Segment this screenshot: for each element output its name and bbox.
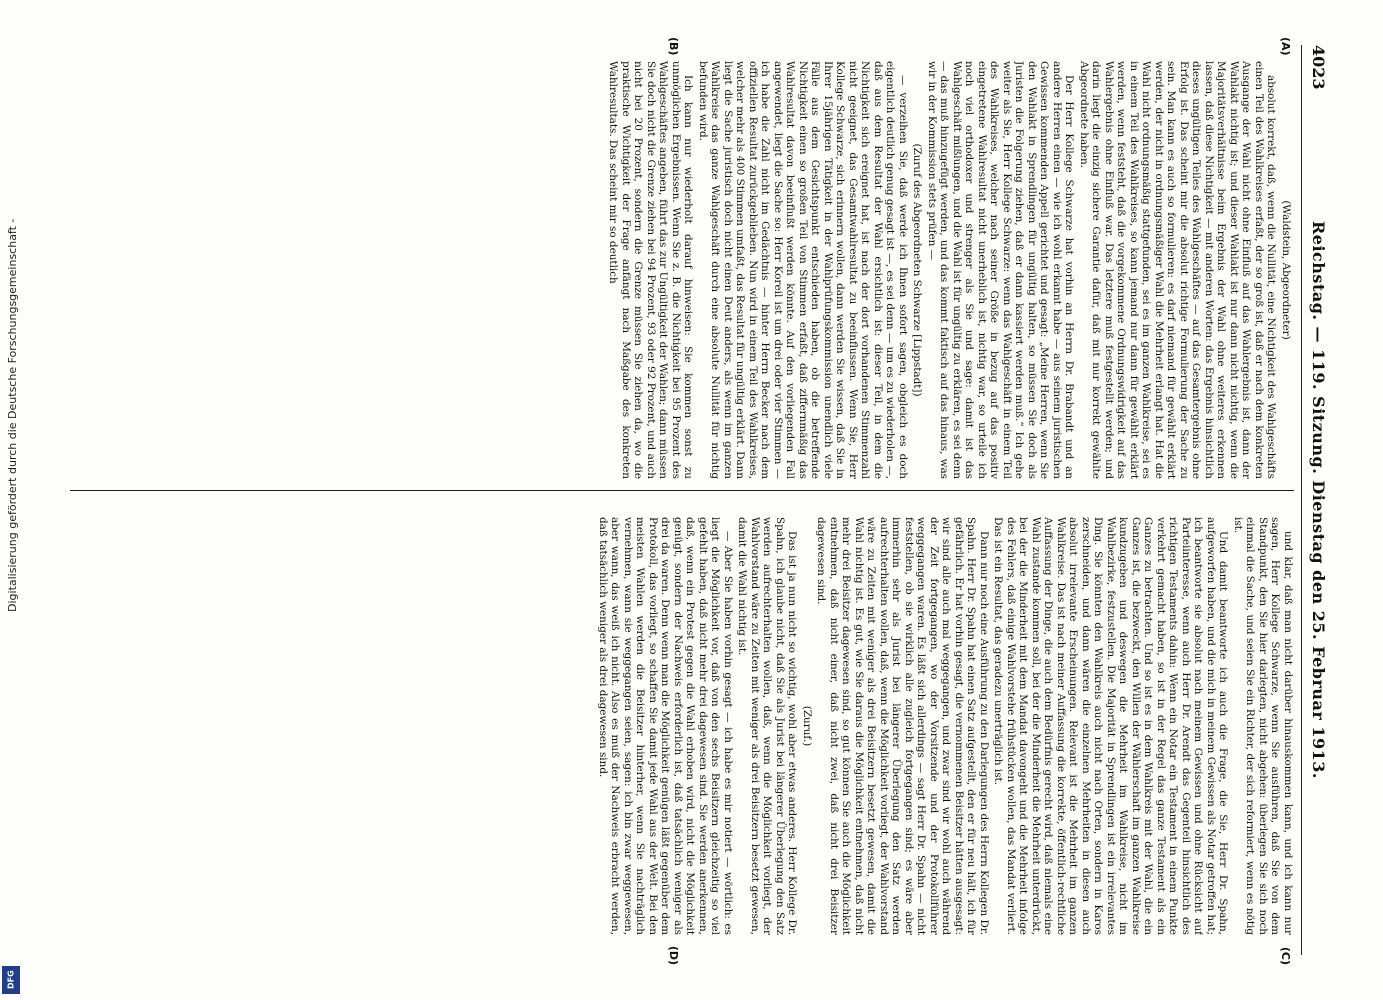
speaker-tag: (Waldstein, Abgeordneter) [1280, 200, 1292, 340]
right-column [70, 517, 1294, 935]
paragraph: — verzeihen Sie, daß werde ich Ihnen sofort sagen, obgleich es doch eigentlich deutlich genug gesagt ist —, es sei denn — um es zu wiederholen —, daß aus dem Resultat der Wahl ersichtlich ist: dieser Teil, in dem die Nichtigkeit sich ereignet hat, ist nach der dort vorhandenen Stimmenzahl nicht geeignet, das Gesamtwahlresultat zu beeinflussen. Wenn Sie, Herr Kollege Schwarze, sich erinnern wollen, dann werden Sie wissen, daß Sie in Ihrer 15jährigen Tätigkeit in der Wahlprüfungskommission unendlich viele Fälle aus dem Gesichtspunkt entschieden haben, ob die betreffende Nichtigkeit einen so großen Teil von Stimmen erfaßt, daß ziffernmäßig das Wahlresultat davon beeinflußt werden könnte. Auf den vorliegenden Fall angewendet, liegt die Sache so: Herr Koreil ist um drei oder vier Stimmen — ich habe die Zahl nicht im Gedächtnis — hinter Herrn Becker nach dem offiziellen Resultat zurückgeblieben. Nun wird in einem Teil des Wahlkreises, welcher mehr als 400 Stimmen umfaßt, das Resultat für ungültig erklärt. Dann liegt die Sache juristisch doch nicht einen Deut anders, als wenn im ganzen Wahlkreise das ganze Wahlgeschäft durch eine absolute Nullität für nichtig befunden wird. [697, 61, 909, 479]
paragraph: und klar, daß man nicht darüber hinauskommen kann, und ich kann nur sagen, Herr Kollege Schwarze, wenn Sie ausführen, daß Sie von dem Standpunkt, den Sie hier darlegten, nicht abgehen: überlegen Sie sich noch einmal die Sache, und seien Sie ein Richter, der sich reformiert, wenn es nötig ist. [1232, 517, 1294, 935]
paragraph: Ich kann nur wiederholt darauf hinweisen: Sie kommen sonst zu unmöglichen Ergebnissen. Wenn Sie z. B. die Nichtigkeit bei 95 Prozent des Wahlgeschäftes angeben, führt das zur Ungültigkeit der Wahlen; dann müssen Sie doch nicht die Grenze ziehen bei 94 Prozent, 93 oder 92 Prozent, und auch nicht bei 20 Prozent, sondern die Grenze müssen Sie ziehen da, wo die praktische Wichtigkeit der Frage anfängt nach Maßgabe des konkreten Wahlresultats. Das scheint mir so deutlich [607, 61, 695, 479]
paragraph: Dann nur noch eine Ausführung zu den Darlegungen des Herrn Kollegen Dr. Spahn. Herr Dr. Spahn hat einen Satz aufgestellt, den er für neu hält, ich für gefährlich. Er hat vorhin gesagt, die vernommenen Beisitzer hätten ausgesagt: wir sind alle auch mal weggegangen, und zwar sind wir wohl auch während der Zeit fortgegangen, wo der Vorsitzende und der Protokollführer weggegangen waren. Es läßt sich allerdings — sagt Herr Dr. Spahn — nicht feststellen, ob sie wirklich alle zugleich fortgegangen sind; es wäre aber immerhin sehr als Jurist bei längerer Überlegung den Satz werden aufrechterhalten wollen, daß, wenn die Möglichkeit vorliegt, der Wahlvorstand wäre zu Zeiten mit weniger als drei Beisitzern besetzt gewesen, damit die Wahl nichtig ist. Es gut, wie Sie daraus die Möglichkeit entnehmen, daß nicht mehr drei Beisitzer dagewesen sind, so gut können Sie auch die Möglichkeit entnehmen, daß nicht einer, daß nicht zwei, daß nicht drei Beisitzer dagewesen sind. [815, 517, 990, 935]
page-number: 4023 [1309, 45, 1328, 90]
margin-marker-d: (D) [667, 945, 680, 965]
paragraph: Das ist ja nun nicht so wichtig, wohl aber etwas anderes. Herr Kollege Dr. Spahn, ich glaube nicht, daß Sie als Jurist bei längerer Überlegung den Satz werden aufrechterhalten wollen, daß, wenn die Möglichkeit vorliegt, der Wahlvorstand wäre zu Zeiten mit weniger als drei Beisitzern besetzt gewesen, damit die Wahl nichtig ist. [736, 517, 799, 935]
dfg-logo: DFG [2, 966, 20, 994]
paragraph: — Aber Sie haben vorhin gesagt — ich habe es mir notiert — wörtlich: es liegt die Möglichkeit vor, daß von den sechs Beisitzern gleichzeitig so viel gefehlt haben, daß nicht mehr drei dagewesen sind. Sie werden anerkennen, daß, wenn ein Protest gegen die Wahl erhoben wird, nicht die Möglichkeit genügt, sondern der Nachweis erforderlich ist, daß tatsächlich weniger als drei da waren. Denn wenn man die Möglichkeit genügen läßt gegenüber dem Protokoll, das vorliegt, so schaffen Sie damit jede Wahl aus der Welt. Bei den meisten Wahlen werden die Beisitzer hinterher, wenn Sie nachträglich vernehmen, wann sie weggegangen seien, sagen: ich bin zwar weggewesen, aber wann, das weiß ich nicht. Also es muß der Nachweis erbracht werden, daß tatsächlich weniger als drei dagewesen sind. [597, 517, 734, 935]
paragraph: (Zuruf.) [801, 705, 813, 747]
left-column [70, 61, 1294, 479]
column-rule [70, 490, 1294, 491]
paragraph: absolut korrekt, daß, wenn die Nullität, eine Nichtigkeit des Wahlgeschäfts einen Teil des Wahlkreises erfaßt, der so groß ist, daß er nach dem konkreten Ausgange der Wahl nicht ohne Einfluß auf das Wahlergebnis ist, dann der Wahlakt nichtig ist; und dieser Wahlakt ist nur dann nicht nichtig, wenn die Majoritätsverhältnisse beim Ergebnis der Wahl ohne weiteres erkennen lassen, daß diese Nichtigkeit — mit anderen Worten: das Ergebnis hinsichtlich dieses ungültigen Teiles des Wahlgeschäftes — auf das Gesamtergebnis ohne Erfolg ist. Das scheint mir die absolut richtige Formulierung der Sache zu sein. Man kann es auch so formulieren: es darf niemand für gewählt erklärt werden, der nicht in ordnungsmäßiger Wahl die Mehrheit erlangt hat. Hat die Wahl nicht ordnungsmäßig stattgefunden, sei es im ganzen Wahlkreise, sei es in einem Teil des Wahlkreises, so kann jemand nur dann für gewählt erklärt werden, wenn feststeht, daß die vorgekommene Ordnungswidrigkeit auf das Wahlergebnis ohne Einfluß war. Das letztere muß festgestellt werden; und darin liegt die einzig sichere Garantie dafür, daß mit nur korrekt gewählte Abgeordnete haben. [1078, 61, 1278, 479]
page-title: Reichstag. — 119. Sitzung. Dienstag den 25. Februar 1913. [1309, 221, 1328, 779]
header-rule [1301, 45, 1302, 955]
digitization-credit: Digitalisierung gefördert durch die Deutsche Forschungsgemeinschaft - [6, 218, 19, 612]
margin-marker-a: (A) [1279, 37, 1292, 56]
paragraph: Und damit beantworte ich auch die Frage, die Sie, Herr Dr. Spahn, aufgeworfen haben, und die mich in meinem Gewissen als Notar getroffen hat; ich beantworte sie absolut nach meinem Gewissen und ohne Rücksicht auf Parteiinteresse, wenn auch Herr Dr. Arendt das Gegenteil hinsichtlich des richtigen Testaments dahin: Wenn ein Notar ein Testament in einem Punkte verkehrt gemacht haben, so ist in der Regel das ganze Testament als ein Ganzes zu betrachten. Und so ist es in dem Wahlkreis mit der Wahl, die ein Ganzes ist, die bezweckt, den Willen der Wählerschaft im ganzen Wahlkreise kundzugeben und deswegen die Mehrheit im Wahlkreise, nicht im Wahlbezirke, festzustellen. Die Majorität in Sprendlingen ist ein irrelevantes Ding. Sie könnten den Wahlkreis auch nicht nach Orten, sondern in Karos zerschneiden, und dann wären die einzelnen Mehrheiten in diesen auch absolut irrelevante Erscheinungen. Relevant ist die Mehrheit im ganzen Wahlkreise. Das ist nach meiner Auffassung die korrekte, öffentlich-rechtliche Auffassung der Dinge, die auch dem Bedürfnis gerecht wird, daß niemals eine Wahl zustande kommen soll, bei der die Minderheit die Mehrheit unterdrückt, bei der die Minderheit mit dem Mandat davongeht und die Mehrheit infolge des Fehlers, daß einige Wahlvorstehe frühstücken wollen, das Mandat verliert. Das ist ein Resultat, das geradezu unerträglich ist. [992, 517, 1230, 935]
newspaper-sheet [60, 37, 1330, 965]
page-header [1304, 45, 1330, 955]
margin-marker-c: (C) [1279, 946, 1292, 965]
paragraph: Der Herr Kollege Schwarze hat vorhin an Herrn Dr. Brabandt und an andere Herren einen — wie ich wohl erkannt habe — aus seinem juristischen Gewissen kommenden Appell gerichtet und gesagt: „Meine Herren, wenn Sie den Wahlakt in Sprendlingen für ungültig halten, so müssen Sie doch als Juristen die Folgerung ziehen, daß er dann kassiert werden muß.“ Ich gehe weiter als Sie, Herr Kollege Schwarze: wenn das Wahlgeschäft in einem Teil des Wahlkreises, welcher nach seiner Größe in bezug auf das positiv eingetretene Wahlresultat nicht unerheblich ist, nichtig war, so urteile ich noch viel orthodoxer und strenger als Sie und sage: damit ist das Wahlgeschäft mißlungen, und die Wahl ist für ungültig zu erklären, es sei denn — das muß hinzugefügt werden, und das kommt faktisch auf das hinaus, was wir in der Kommission stets prüfen — [926, 61, 1076, 479]
paragraph: (Zuruf des Abgeordneten Schwarze [Lippstadt]) [911, 143, 924, 397]
margin-marker-b: (B) [667, 37, 680, 56]
